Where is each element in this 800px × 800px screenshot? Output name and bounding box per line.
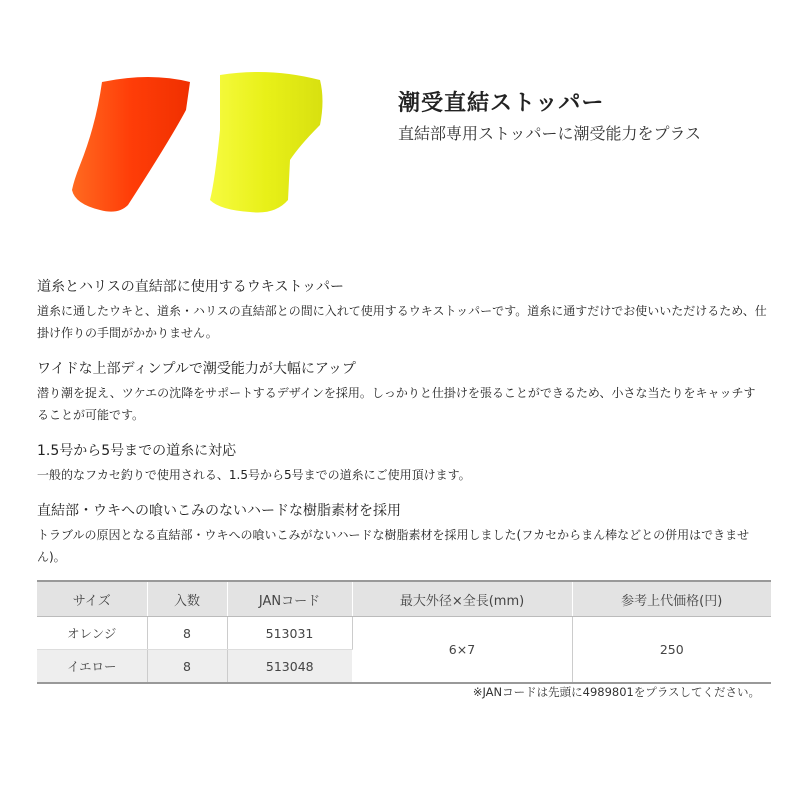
product-subtitle: 直結部専用ストッパーに潮受能力をプラス — [398, 124, 702, 143]
cell-jan: 513031 — [227, 617, 352, 650]
feature-sections — [37, 276, 767, 582]
feature-heading: 直結部・ウキへの喰いこみのないハードな樹脂素材を採用 — [37, 503, 401, 519]
feature-body: トラブルの原因となる直結部・ウキへの喰いこみがないハードな樹脂素材を採用しました(フカセからまん棒などとの併用はできません)。 — [37, 528, 750, 564]
jan-note: ※JANコードは先頭に4989801をプラスしてください。 — [472, 685, 760, 699]
header-size: サイズ — [37, 581, 147, 617]
cell-size: オレンジ — [37, 617, 147, 650]
cell-jan: 513048 — [227, 650, 352, 684]
feature-section — [37, 358, 767, 426]
table-row — [37, 617, 771, 650]
feature-body: 一般的なフカセ釣りで使用される、1.5号から5号までの道糸にご使用頂けます。 — [37, 468, 471, 482]
product-title: 潮受直結ストッパー — [398, 91, 605, 116]
feature-section — [37, 276, 767, 344]
header-dimension: 最大外径×全長(mm) — [352, 581, 572, 617]
product-image — [60, 70, 340, 230]
feature-heading: ワイドな上部ディンプルで潮受能力が大幅にアップ — [37, 361, 356, 377]
feature-body: 潜り潮を捉え、ツケエの沈降をサポートするデザインを採用。しっかりと仕掛けを張ることができるため、小さな当たりをキャッチすることが可能です。 — [37, 386, 756, 422]
feature-section — [37, 500, 767, 568]
cell-dimension: 6×7 — [352, 617, 572, 684]
cell-qty: 8 — [147, 650, 227, 684]
cell-qty: 8 — [147, 617, 227, 650]
feature-heading: 1.5号から5号までの道糸に対応 — [37, 443, 237, 459]
feature-body: 道糸に通したウキと、道糸・ハリスの直結部との間に入れて使用するウキストッパーです。道糸に通すだけでお使いいただけるため、仕掛け作りの手間がかかりません。 — [37, 304, 767, 340]
header-price: 参考上代価格(円) — [572, 581, 771, 617]
header-jan: JANコード — [227, 581, 352, 617]
orange-stopper — [72, 77, 190, 212]
table-header — [37, 581, 771, 617]
cell-price: 250 — [572, 617, 771, 684]
feature-section — [37, 440, 767, 486]
feature-heading: 道糸とハリスの直結部に使用するウキストッパー — [37, 279, 345, 295]
spec-table — [37, 580, 771, 684]
yellow-stopper — [210, 72, 323, 213]
cell-size: イエロー — [37, 650, 147, 684]
header-qty: 入数 — [147, 581, 227, 617]
